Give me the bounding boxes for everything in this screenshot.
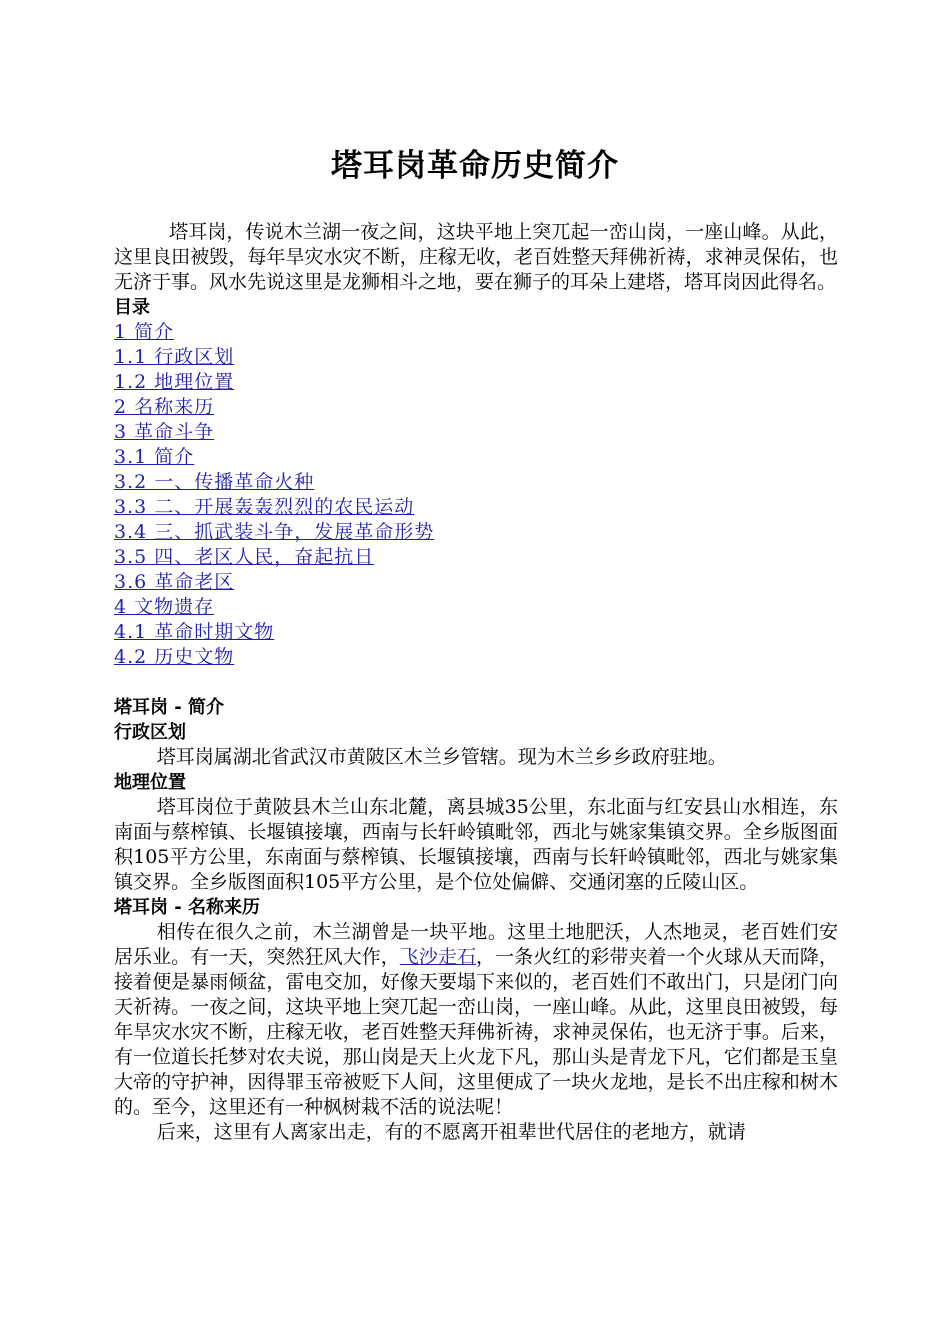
toc-link-3[interactable]: 3 革命斗争 (114, 421, 215, 443)
inline-link-feisha[interactable]: 飞沙走石 (399, 946, 477, 968)
toc-item (114, 495, 838, 520)
toc-item (114, 645, 838, 670)
toc-item (114, 395, 838, 420)
spacer (114, 670, 838, 695)
toc-link-4[interactable]: 4 文物遗存 (114, 596, 215, 618)
intro-paragraph: 塔耳岗，传说木兰湖一夜之间，这块平地上突兀起一峦山岗，一座山峰。从此，这里良田被毁，每年旱灾水灾不断，庄稼无收，老百姓整天拜佛祈祷，求神灵保佑，也无济于事。风水先说这里是龙狮相斗之地，要在狮子的耳朵上建塔，塔耳岗因此得名。 (114, 221, 838, 293)
toc-link-3-4[interactable]: 3.4 三、抓武装斗争，发展革命形势 (114, 521, 435, 543)
toc-link-4-2[interactable]: 4.2 历史文物 (114, 646, 235, 668)
toc-link-3-5[interactable]: 3.5 四、老区人民，奋起抗日 (114, 546, 375, 568)
admin-paragraph: 塔耳岗属湖北省武汉市黄陂区木兰乡管辖。现为木兰乡乡政府驻地。 (156, 746, 727, 768)
document-title: 塔耳岗革命历史简介 (331, 148, 619, 184)
table-of-contents (114, 320, 838, 670)
toc-item (114, 620, 838, 645)
toc-link-2[interactable]: 2 名称来历 (114, 396, 215, 418)
toc-item (114, 370, 838, 395)
toc-label: 目录 (114, 297, 150, 318)
toc-item (114, 545, 838, 570)
toc-item (114, 470, 838, 495)
toc-link-3-2[interactable]: 3.2 一、传播革命火种 (114, 471, 315, 493)
toc-link-3-3[interactable]: 3.3 二、开展轰轰烈烈的农民运动 (114, 496, 415, 518)
section-heading-name-origin: 塔耳岗 - 名称来历 (114, 897, 261, 918)
origin-paragraph (114, 920, 838, 1120)
toc-item (114, 595, 838, 620)
toc-item (114, 445, 838, 470)
toc-item (114, 420, 838, 445)
origin-text-after: ，一条火红的彩带夹着一个火球从天而降，接着便是暴雨倾盆，雷电交加，好像天要塌下来似的，老百姓们不敢出门，只是闭门向天祈祷。一夜之间，这块平地上突兀起一峦山岗，一座山峰。从此，这里良田被毁，每年旱灾水灾不断，庄稼无收，老百姓整天拜佛祈祷，求神灵保佑，也无济于事。后来，有一位道长托梦对农夫说，那山岗是天上火龙下凡，那山头是青龙下凡，它们都是玉皇大帝的守护神，因得罪玉帝被贬下人间，这里便成了一块火龙地，是长不出庄稼和树木的。至今，这里还有一种枫树栽不活的说法呢！ (114, 946, 838, 1118)
section-heading-intro: 塔耳岗 - 简介 (114, 697, 225, 718)
geo-paragraph: 塔耳岗位于黄陂县木兰山东北麓，离县城35公里，东北面与红安县山水相连，东南面与蔡榨镇、长堰镇接壤，西南与长轩岭镇毗邻，西北与姚家集镇交界。全乡版图面积105平方公里，东南面与蔡榨镇、长堰镇接壤，西南与长轩岭镇毗邻，西北与姚家集镇交界。全乡版图面积105平方公里，是个位处偏僻、交通闭塞的丘陵山区。 (114, 796, 838, 893)
toc-link-3-1[interactable]: 3.1 简介 (114, 446, 195, 468)
toc-item (114, 570, 838, 595)
toc-link-3-6[interactable]: 3.6 革命老区 (114, 571, 235, 593)
toc-link-1[interactable]: 1 简介 (114, 321, 175, 343)
toc-link-1-2[interactable]: 1.2 地理位置 (114, 371, 235, 393)
origin-paragraph-2: 后来，这里有人离家出走，有的不愿离开祖辈世代居住的老地方，就请 (156, 1121, 746, 1143)
toc-item (114, 320, 838, 345)
document-body (114, 220, 838, 1145)
toc-item (114, 520, 838, 545)
toc-link-1-1[interactable]: 1.1 行政区划 (114, 346, 235, 368)
subsection-heading-geo: 地理位置 (114, 772, 186, 793)
subsection-heading-admin: 行政区划 (114, 722, 186, 743)
toc-item (114, 345, 838, 370)
toc-link-4-1[interactable]: 4.1 革命时期文物 (114, 621, 275, 643)
origin-text-before: 相传在很久之前，木兰湖曾是一块平地。这里土地肥沃，人杰地灵，老百姓们安居乐业。有一天，突然狂风大作， (114, 921, 838, 968)
